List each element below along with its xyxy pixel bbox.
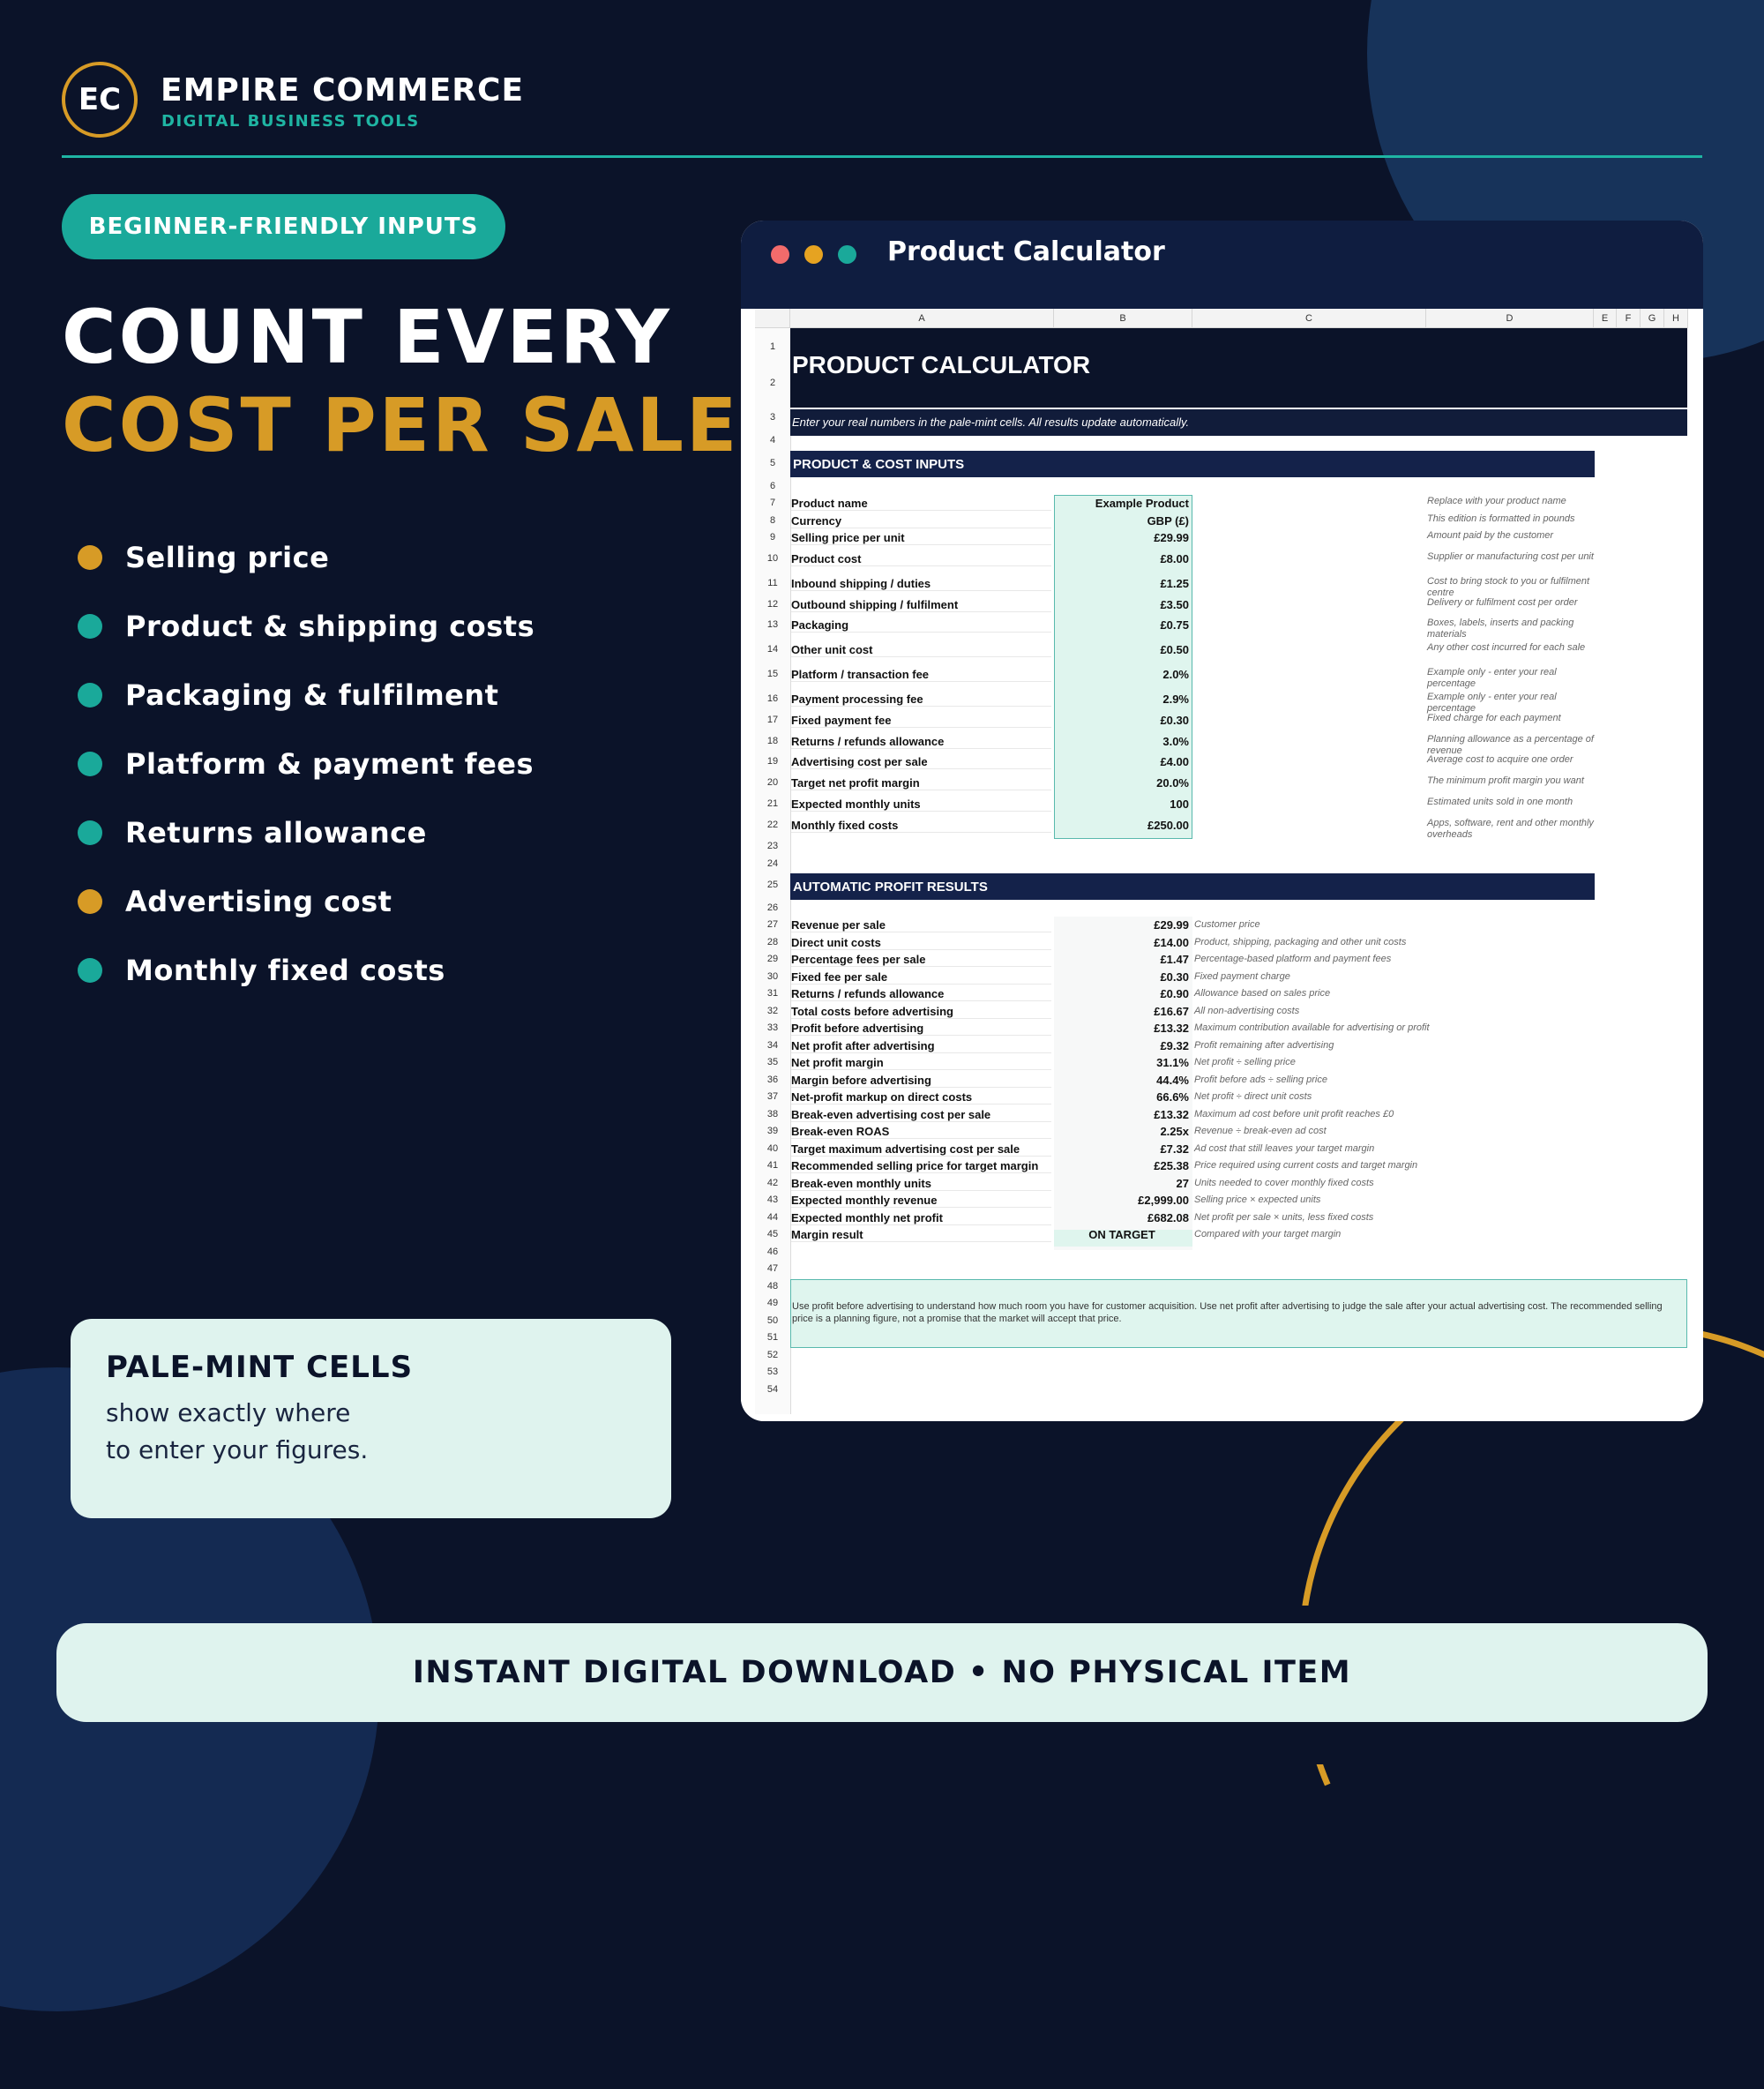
result-note: Profit remaining after advertising [1194, 1040, 1334, 1051]
results-section-header: AUTOMATIC PROFIT RESULTS [790, 873, 1595, 900]
result-label: Net-profit markup on direct costs [791, 1090, 1051, 1104]
result-note: Product, shipping, packaging and other unit costs [1194, 937, 1407, 947]
result-note: Compared with your target margin [1194, 1229, 1342, 1239]
row-number[interactable]: 37 [755, 1091, 790, 1102]
result-cell[interactable]: £682.08 [1147, 1211, 1189, 1224]
input-note: Boxes, labels, inserts and packing materials [1427, 618, 1574, 640]
feature-pill: BEGINNER-FRIENDLY INPUTS [62, 194, 505, 259]
headline-line-2: COST PER SALE [62, 382, 740, 468]
bullet-dot-icon [78, 958, 102, 983]
input-note: Estimated units sold in one month [1427, 797, 1573, 807]
row-number[interactable]: 40 [755, 1143, 790, 1154]
input-label: Outbound shipping / fulfilment [791, 598, 1051, 612]
input-label: Selling price per unit [791, 531, 1051, 545]
result-label: Returns / refunds allowance [791, 987, 1051, 1001]
window-close-dot[interactable] [771, 245, 789, 264]
bullet-dot-icon [78, 683, 102, 708]
input-cell[interactable]: 2.0% [1162, 668, 1189, 681]
row-number[interactable]: 5 [755, 458, 790, 468]
brand-name: EMPIRE COMMERCE [161, 72, 525, 109]
row-number[interactable]: 39 [755, 1126, 790, 1136]
row-number[interactable]: 43 [755, 1194, 790, 1205]
result-cell[interactable]: 31.1% [1156, 1056, 1189, 1069]
result-cell[interactable]: £0.30 [1160, 970, 1189, 984]
row-number[interactable]: 19 [755, 756, 790, 767]
input-note: Cost to bring stock to you or fulfilment centre [1427, 576, 1590, 598]
window-titlebar [741, 221, 1703, 309]
row-number[interactable]: 48 [755, 1281, 790, 1292]
input-cell[interactable]: £4.00 [1160, 755, 1189, 768]
result-label: Revenue per sale [791, 918, 1051, 932]
input-note: Apps, software, rent and other monthly overheads [1427, 818, 1594, 840]
input-label: Returns / refunds allowance [791, 735, 1051, 749]
row-number[interactable]: 10 [755, 553, 790, 564]
download-banner: INSTANT DIGITAL DOWNLOAD • NO PHYSICAL ITEM [56, 1623, 1708, 1722]
input-label: Fixed payment fee [791, 714, 1051, 728]
row-number[interactable]: 3 [755, 412, 790, 423]
row-number[interactable]: 50 [755, 1315, 790, 1326]
result-label: Percentage fees per sale [791, 953, 1051, 967]
feature-item [78, 815, 427, 850]
result-cell[interactable]: £14.00 [1154, 936, 1189, 949]
result-label: Net profit margin [791, 1056, 1051, 1070]
row-number[interactable]: 17 [755, 715, 790, 725]
result-cell[interactable]: 27 [1176, 1177, 1189, 1190]
column-header[interactable]: D [1426, 309, 1594, 328]
bullet-dot-icon [78, 752, 102, 776]
spreadsheet [741, 309, 1703, 1421]
row-number[interactable]: 4 [755, 435, 790, 446]
input-cell[interactable]: Example Product [1095, 497, 1189, 510]
input-note: Example only - enter your real percentage [1427, 667, 1557, 689]
row-number[interactable]: 42 [755, 1178, 790, 1188]
row-number[interactable]: 35 [755, 1057, 790, 1067]
input-note: Amount paid by the customer [1427, 530, 1554, 541]
input-note: Delivery or fulfilment cost per order [1427, 597, 1578, 608]
input-cell[interactable]: 100 [1170, 797, 1189, 811]
input-label: Packaging [791, 618, 1051, 633]
result-label: Fixed fee per sale [791, 970, 1051, 985]
result-cell[interactable]: £13.32 [1154, 1108, 1189, 1121]
input-label: Currency [791, 514, 1051, 528]
result-note: Units needed to cover monthly fixed costs [1194, 1178, 1374, 1188]
row-number[interactable]: 22 [755, 820, 790, 830]
result-label: Margin before advertising [791, 1074, 1051, 1088]
row-number[interactable]: 46 [755, 1247, 790, 1257]
row-number[interactable]: 12 [755, 599, 790, 610]
window-title: Product Calculator [887, 236, 1165, 267]
result-label: Total costs before advertising [791, 1005, 1051, 1019]
row-number[interactable]: 21 [755, 798, 790, 809]
result-note: Net profit per sale × units, less fixed costs [1194, 1212, 1374, 1223]
input-cell[interactable]: £0.75 [1160, 618, 1189, 632]
input-cell[interactable]: 20.0% [1156, 776, 1189, 790]
feature-item [78, 540, 329, 575]
column-header[interactable]: B [1054, 309, 1192, 328]
result-note: Customer price [1194, 919, 1260, 930]
result-label: Recommended selling price for target margin [791, 1159, 1051, 1173]
feature-item [78, 678, 498, 713]
result-note: Allowance based on sales price [1194, 988, 1331, 999]
row-number[interactable]: 25 [755, 880, 790, 890]
sheet-corner[interactable] [755, 309, 790, 328]
feature-item [78, 746, 534, 782]
feature-item [78, 609, 534, 644]
feature-label: Selling price [125, 541, 330, 574]
result-note: Selling price × expected units [1194, 1194, 1321, 1205]
feature-label: Advertising cost [125, 885, 392, 918]
result-note: All non-advertising costs [1194, 1006, 1300, 1016]
info-card [71, 1319, 671, 1518]
headline-line-1: COUNT EVERY [62, 294, 672, 380]
result-note: Percentage-based platform and payment fees [1194, 954, 1392, 964]
bullet-dot-icon [78, 614, 102, 639]
input-note: Average cost to acquire one order [1427, 754, 1573, 765]
input-label: Other unit cost [791, 643, 1051, 657]
result-cell[interactable]: £13.32 [1154, 1022, 1189, 1035]
row-number[interactable]: 1 [755, 341, 790, 352]
result-cell[interactable]: 2.25x [1160, 1125, 1189, 1138]
column-header[interactable]: A [790, 309, 1054, 328]
calculator-window [741, 221, 1703, 1421]
input-label: Monthly fixed costs [791, 819, 1051, 833]
result-cell[interactable]: £0.90 [1160, 987, 1189, 1000]
column-header[interactable]: C [1192, 309, 1426, 328]
result-note: Maximum ad cost before unit profit reaches £0 [1194, 1109, 1394, 1119]
input-cell[interactable]: 2.9% [1162, 693, 1189, 706]
row-number[interactable]: 34 [755, 1040, 790, 1051]
row-number[interactable]: 15 [755, 669, 790, 679]
input-note: Supplier or manufacturing cost per unit [1427, 551, 1594, 562]
result-label: Net profit after advertising [791, 1039, 1051, 1053]
input-label: Product cost [791, 552, 1051, 566]
result-cell[interactable]: £16.67 [1154, 1005, 1189, 1018]
row-number[interactable]: 41 [755, 1160, 790, 1171]
result-label: Expected monthly revenue [791, 1194, 1051, 1208]
row-number[interactable]: 31 [755, 988, 790, 999]
result-note: Price required using current costs and target margin [1194, 1160, 1418, 1171]
input-cell[interactable]: £3.50 [1160, 598, 1189, 611]
result-note: Maximum contribution available for advertising or profit [1194, 1022, 1430, 1033]
input-label: Product name [791, 497, 1051, 511]
input-note: Example only - enter your real percentage [1427, 692, 1557, 714]
column-header[interactable]: E [1594, 309, 1617, 328]
row-number[interactable]: 38 [755, 1109, 790, 1119]
feature-label: Product & shipping costs [125, 610, 535, 643]
row-number[interactable]: 2 [755, 378, 790, 388]
row-number[interactable]: 13 [755, 619, 790, 630]
row-number[interactable]: 29 [755, 954, 790, 964]
result-label: Break-even monthly units [791, 1177, 1051, 1191]
input-cell[interactable]: £0.50 [1160, 643, 1189, 656]
sheet-subtitle: Enter your real numbers in the pale-mint cells. All results update automatically. [792, 416, 1190, 429]
footnote-text: Use profit before advertising to understand how much room you have for customer acquisition. Use net profit after advertising to judge the sale after your actual advertising cost. The recommended selling price is a planning figure, not a promise that the market will accept that price. [792, 1301, 1663, 1324]
row-number[interactable]: 47 [755, 1263, 790, 1274]
result-label: Direct unit costs [791, 936, 1051, 950]
column-header[interactable]: G [1641, 309, 1664, 328]
feature-label: Platform & payment fees [125, 747, 534, 781]
input-label: Target net profit margin [791, 776, 1051, 790]
row-number[interactable]: 16 [755, 693, 790, 704]
result-label: Break-even ROAS [791, 1125, 1051, 1139]
row-number[interactable]: 23 [755, 841, 790, 851]
feature-item [78, 953, 445, 988]
row-number[interactable]: 30 [755, 971, 790, 982]
input-cell[interactable]: GBP (£) [1147, 514, 1189, 528]
result-label: Expected monthly net profit [791, 1211, 1051, 1225]
row-number[interactable]: 20 [755, 777, 790, 788]
result-cell[interactable]: £7.32 [1160, 1142, 1189, 1156]
feature-label: Returns allowance [125, 816, 427, 850]
result-cell[interactable]: 44.4% [1156, 1074, 1189, 1087]
row-number[interactable]: 53 [755, 1366, 790, 1377]
input-cell[interactable]: 3.0% [1162, 735, 1189, 748]
column-header[interactable]: F [1617, 309, 1641, 328]
input-cell[interactable]: £0.30 [1160, 714, 1189, 727]
result-note: Net profit ÷ direct unit costs [1194, 1091, 1312, 1102]
input-note: Any other cost incurred for each sale [1427, 642, 1586, 653]
row-number[interactable]: 11 [755, 578, 790, 588]
row-number[interactable]: 49 [755, 1298, 790, 1308]
input-label: Platform / transaction fee [791, 668, 1051, 682]
row-number[interactable]: 6 [755, 481, 790, 491]
row-number[interactable]: 7 [755, 498, 790, 508]
input-cell[interactable]: £1.25 [1160, 577, 1189, 590]
input-label: Payment processing fee [791, 693, 1051, 707]
input-note: The minimum profit margin you want [1427, 775, 1584, 786]
result-note: Ad cost that still leaves your target margin [1194, 1143, 1375, 1154]
input-cell[interactable]: £8.00 [1160, 552, 1189, 565]
brand-tagline: DIGITAL BUSINESS TOOLS [161, 112, 420, 131]
feature-label: Monthly fixed costs [125, 954, 445, 987]
result-note: Fixed payment charge [1194, 971, 1290, 982]
row-number[interactable]: 14 [755, 644, 790, 655]
row-number[interactable]: 26 [755, 902, 790, 913]
input-note: Planning allowance as a percentage of revenue [1427, 734, 1594, 756]
row-number[interactable]: 51 [755, 1332, 790, 1343]
result-note: Profit before ads ÷ selling price [1194, 1074, 1327, 1085]
result-cell[interactable]: 66.6% [1156, 1090, 1189, 1104]
window-maximize-dot[interactable] [838, 245, 856, 264]
brand-logo [62, 62, 138, 138]
row-number[interactable]: 32 [755, 1006, 790, 1016]
row-number[interactable]: 45 [755, 1229, 790, 1239]
result-cell[interactable]: ON TARGET [1088, 1228, 1155, 1241]
row-number[interactable]: 33 [755, 1022, 790, 1033]
feature-item [78, 884, 392, 919]
row-number[interactable]: 27 [755, 919, 790, 930]
result-label: Margin result [791, 1228, 1051, 1242]
row-number[interactable]: 44 [755, 1212, 790, 1223]
row-number[interactable]: 36 [755, 1074, 790, 1085]
row-number[interactable]: 8 [755, 515, 790, 526]
result-cell[interactable]: £9.32 [1160, 1039, 1189, 1052]
feature-label: Packaging & fulfilment [125, 678, 499, 712]
result-cell[interactable]: £29.99 [1154, 918, 1189, 932]
inputs-section-header: PRODUCT & COST INPUTS [790, 451, 1595, 477]
result-cell[interactable]: £25.38 [1154, 1159, 1189, 1172]
input-label: Advertising cost per sale [791, 755, 1051, 769]
sheet-title: PRODUCT CALCULATOR [792, 351, 1091, 378]
result-label: Target maximum advertising cost per sale [791, 1142, 1051, 1157]
header-divider [62, 155, 1702, 158]
info-card-line-1: show exactly where [106, 1398, 351, 1427]
bullet-dot-icon [78, 545, 102, 570]
window-minimize-dot[interactable] [804, 245, 823, 264]
bullet-dot-icon [78, 889, 102, 914]
row-number[interactable]: 52 [755, 1350, 790, 1360]
row-number[interactable]: 28 [755, 937, 790, 947]
input-note: Replace with your product name [1427, 496, 1566, 506]
result-note: Net profit ÷ selling price [1194, 1057, 1296, 1067]
bullet-dot-icon [78, 820, 102, 845]
result-label: Profit before advertising [791, 1022, 1051, 1036]
row-number[interactable]: 18 [755, 736, 790, 746]
input-label: Expected monthly units [791, 797, 1051, 812]
info-card-title: PALE-MINT CELLS [106, 1350, 414, 1385]
row-number[interactable]: 24 [755, 858, 790, 869]
input-note: Fixed charge for each payment [1427, 713, 1561, 723]
row-number[interactable]: 54 [755, 1384, 790, 1395]
input-label: Inbound shipping / duties [791, 577, 1051, 591]
result-cell[interactable]: £2,999.00 [1138, 1194, 1189, 1207]
result-label: Break-even advertising cost per sale [791, 1108, 1051, 1122]
brand-initials: EC [78, 82, 122, 117]
result-note: Revenue ÷ break-even ad cost [1194, 1126, 1327, 1136]
input-note: This edition is formatted in pounds [1427, 513, 1575, 524]
column-header[interactable]: H [1664, 309, 1688, 328]
row-number[interactable]: 9 [755, 532, 790, 543]
result-cell[interactable]: £1.47 [1160, 953, 1189, 966]
input-cell[interactable]: £250.00 [1147, 819, 1189, 832]
input-cell[interactable]: £29.99 [1154, 531, 1189, 544]
info-card-line-2: to enter your figures. [106, 1435, 369, 1464]
